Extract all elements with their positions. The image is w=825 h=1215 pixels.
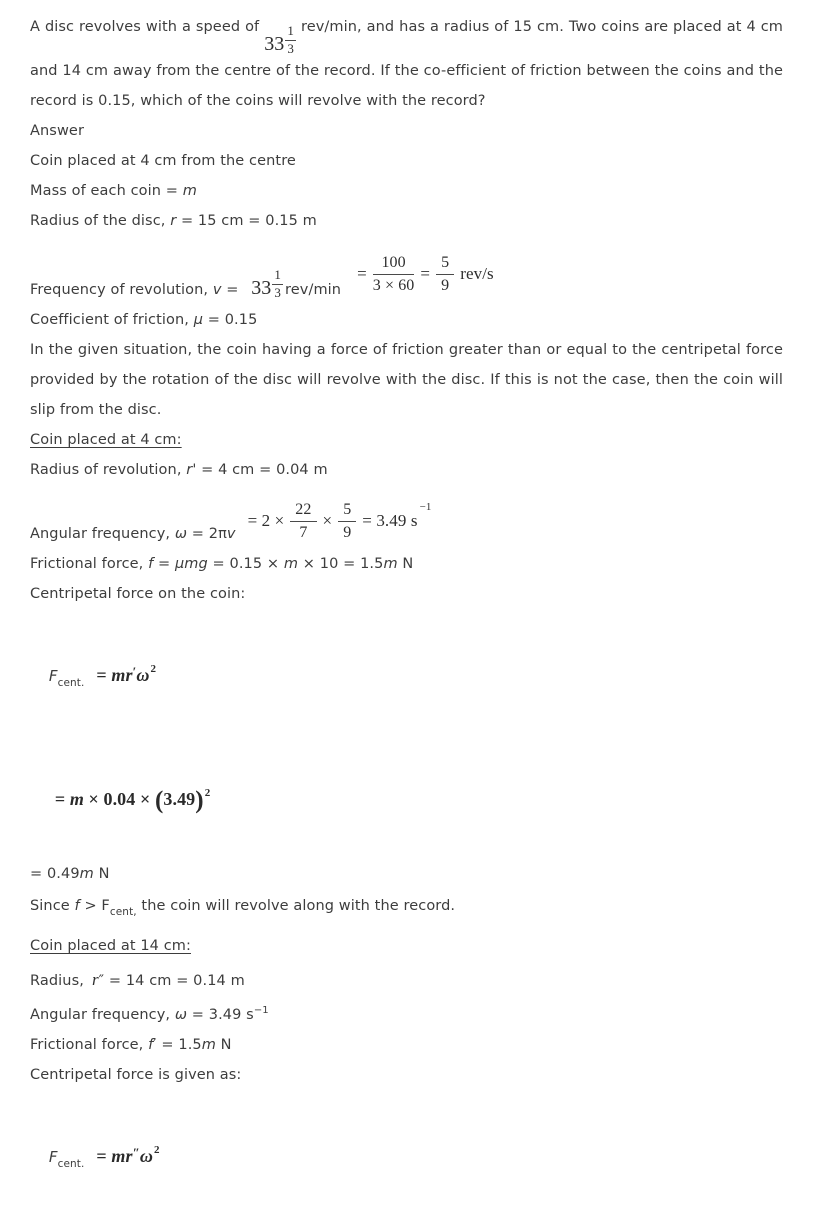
fraction-denominator: 9 bbox=[441, 276, 450, 294]
equals-sign: = bbox=[54, 788, 70, 809]
value-349: 3.49 bbox=[163, 788, 196, 809]
radius-revolution-value: = 4 cm = 0.04 m bbox=[196, 461, 328, 478]
nu-variable: v bbox=[226, 525, 236, 542]
fcent-formula-1 bbox=[30, 618, 783, 734]
F-variable: F bbox=[48, 1147, 58, 1166]
friction-mid: = 0.15 × bbox=[207, 555, 284, 572]
question-paragraph bbox=[30, 12, 783, 116]
angular-math-expression bbox=[248, 500, 432, 541]
equals-sign: = bbox=[357, 264, 367, 284]
fraction-denominator: 3 bbox=[287, 40, 295, 56]
friction-text: Frictional force, bbox=[30, 1036, 149, 1053]
cent-subscript: cent. bbox=[57, 1157, 85, 1170]
fcent-rhs bbox=[96, 1143, 160, 1166]
coefficient-line bbox=[30, 305, 783, 335]
radius-disc-variable: r bbox=[170, 212, 177, 229]
conclusion-text: the coin will revolve along with the record. bbox=[136, 897, 456, 914]
equals-sign: = bbox=[96, 664, 112, 685]
frequency-equals: = bbox=[221, 281, 244, 298]
fraction-whole: 33 bbox=[264, 33, 285, 55]
equals-sign: = bbox=[96, 1145, 112, 1166]
fraction-100-over-180 bbox=[373, 253, 415, 294]
cent-subscript: cent, bbox=[109, 905, 137, 918]
heading-coin-4cm: Coin placed at 4 cm: bbox=[30, 431, 182, 448]
m-variable: m bbox=[79, 865, 94, 882]
prime-mark: ' bbox=[192, 461, 197, 478]
fraction-stack bbox=[285, 24, 296, 56]
friction-value: = 1.5 bbox=[156, 1036, 202, 1053]
frequency-line bbox=[30, 241, 783, 305]
greater-than-sign: > bbox=[79, 897, 102, 914]
radius-disc-line bbox=[30, 206, 783, 236]
two-times-text: = 2 × bbox=[247, 511, 285, 531]
radius-disc-text: Radius of the disc, bbox=[30, 212, 171, 229]
r-double-prime-variable: r bbox=[91, 969, 99, 989]
F-variable: F bbox=[48, 666, 58, 685]
fraction-denominator: 7 bbox=[299, 523, 308, 541]
newton-unit: N bbox=[93, 865, 110, 882]
exponent-2: 2 bbox=[154, 1143, 160, 1156]
friction-mid-2: × 10 = 1.5 bbox=[298, 555, 384, 572]
m-r-variables: mr bbox=[111, 1145, 133, 1166]
equals-sign: = bbox=[420, 264, 431, 284]
conclusion-line-1 bbox=[30, 891, 783, 927]
angular-frequency-line-2 bbox=[30, 996, 783, 1030]
frequency-unit: rev/min bbox=[285, 281, 342, 298]
omega-variable: ω bbox=[139, 1145, 154, 1166]
question-text-2: rev/min, and has a radius of 15 cm. Two coins are placed at 4 cm and 14 cm away from the centre of the record. If the co-efficient of friction between the coins and the record is 0.15, which of the coins will revolve with the record? bbox=[30, 19, 783, 109]
cent-subscript: cent. bbox=[57, 676, 85, 689]
coefficient-text: Coefficient of friction, bbox=[30, 311, 194, 328]
fraction-5-over-9 bbox=[338, 500, 356, 541]
calculation-expression bbox=[54, 786, 211, 814]
fraction-numerator: 1 bbox=[285, 24, 296, 40]
double-prime-mark: ″ bbox=[132, 1144, 140, 1160]
exponent-2: 2 bbox=[150, 662, 157, 675]
radius-14-value: = 14 cm = 0.14 m bbox=[104, 972, 245, 989]
frictional-force-line-2 bbox=[30, 1030, 783, 1060]
frictional-force-line-1 bbox=[30, 549, 783, 579]
mass-variable: m bbox=[182, 182, 197, 199]
equals: = bbox=[153, 555, 175, 572]
angular-text: Angular frequency, bbox=[30, 1006, 175, 1023]
centripetal-given-line: Centripetal force is given as: bbox=[30, 1066, 242, 1083]
fraction-numerator: 5 bbox=[436, 253, 454, 274]
radius-text: Radius, bbox=[30, 972, 84, 989]
m-r-variables: mr bbox=[111, 664, 133, 685]
centripetal-intro-line: Centripetal force on the coin: bbox=[30, 585, 246, 602]
since-text: Since bbox=[30, 897, 75, 914]
right-paren: ) bbox=[195, 786, 204, 814]
radius-disc-value: = 15 cm = 0.15 m bbox=[176, 212, 317, 229]
coefficient-value: = 0.15 bbox=[203, 311, 258, 328]
fraction-numerator: 1 bbox=[272, 268, 283, 284]
fraction-denominator: 9 bbox=[343, 523, 352, 541]
exponent-2: 2 bbox=[204, 786, 211, 799]
two-pi-text: = 2π bbox=[187, 525, 227, 542]
coin4-intro-line: Coin placed at 4 cm from the centre bbox=[30, 152, 296, 169]
fraction-22-over-7 bbox=[290, 500, 316, 541]
fraction-stack bbox=[272, 268, 283, 300]
mass-text: Mass of each coin = bbox=[30, 182, 183, 199]
fcent-rhs bbox=[96, 662, 157, 685]
fraction-denominator: 3 bbox=[274, 284, 282, 300]
fraction-5-over-9 bbox=[436, 253, 454, 294]
frequency-math-expression bbox=[357, 253, 494, 294]
newton-unit: N bbox=[397, 555, 414, 572]
mu-variable: μ bbox=[193, 311, 204, 328]
rev-per-s-unit: rev/s bbox=[460, 264, 494, 284]
calculation-line bbox=[30, 742, 783, 852]
fraction-whole: 33 bbox=[251, 277, 272, 299]
mixed-fraction-33-1-3 bbox=[251, 268, 283, 300]
result-equals: = 0.49 bbox=[30, 865, 80, 882]
result-text: = 3.49 s bbox=[362, 511, 418, 531]
newton-unit: N bbox=[215, 1036, 232, 1053]
radius-revolution-text: Radius of revolution, bbox=[30, 461, 187, 478]
mixed-fraction-33-1-3 bbox=[264, 24, 296, 56]
fraction-numerator: 100 bbox=[373, 253, 415, 274]
prime-mark: ′ bbox=[132, 663, 137, 679]
times-004-times: × 0.04 × bbox=[83, 788, 155, 809]
left-paren: ( bbox=[154, 786, 164, 814]
fcent-formula-2 bbox=[30, 1099, 783, 1215]
omega-variable: ω bbox=[174, 1006, 188, 1023]
friction-text: Frictional force, bbox=[30, 555, 149, 572]
result-line bbox=[30, 859, 783, 889]
angular-value: = 3.49 s bbox=[187, 1006, 254, 1023]
omega-variable: ω bbox=[174, 525, 188, 542]
times-sign: × bbox=[322, 511, 333, 531]
prime-mark: ′ bbox=[153, 1036, 157, 1053]
frequency-text: Frequency of revolution, bbox=[30, 281, 213, 298]
heading-coin-14cm: Coin placed at 14 cm: bbox=[30, 937, 191, 954]
F-variable: F bbox=[101, 897, 110, 914]
fraction-numerator: 22 bbox=[290, 500, 316, 521]
double-prime-mark: ″ bbox=[98, 972, 105, 989]
mass-line bbox=[30, 176, 783, 206]
exponent-minus-1: −1 bbox=[253, 1004, 269, 1016]
r-prime-variable: r bbox=[186, 461, 193, 478]
frequency-variable: v bbox=[212, 281, 222, 298]
radius-revolution-line bbox=[30, 455, 783, 485]
m-variable: m bbox=[283, 555, 299, 572]
situation-paragraph: In the given situation, the coin having a force of friction greater than or equal to the centripetal force provided by the rotation of the disc will revolve with the disc. If this is not the case, then the coin will slip from the disc. bbox=[30, 341, 783, 418]
fraction-denominator: 3 × 60 bbox=[372, 276, 415, 294]
m-variable: m bbox=[383, 555, 398, 572]
f-variable: f bbox=[148, 555, 154, 572]
question-text-1: A disc revolves with a speed of bbox=[30, 19, 260, 35]
exponent-minus-1: −1 bbox=[419, 501, 432, 514]
angular-text: Angular frequency, bbox=[30, 525, 175, 542]
f-variable: f bbox=[74, 897, 80, 914]
mu-m-g-variables: μmg bbox=[174, 555, 208, 572]
fraction-numerator: 5 bbox=[338, 500, 356, 521]
m-variable: m bbox=[69, 788, 84, 809]
radius-14-line bbox=[30, 965, 783, 996]
f-variable: f bbox=[148, 1036, 154, 1053]
angular-frequency-line-1 bbox=[30, 487, 783, 549]
answer-label: Answer bbox=[30, 122, 85, 139]
omega-variable: ω bbox=[136, 664, 150, 685]
m-variable: m bbox=[201, 1036, 216, 1053]
